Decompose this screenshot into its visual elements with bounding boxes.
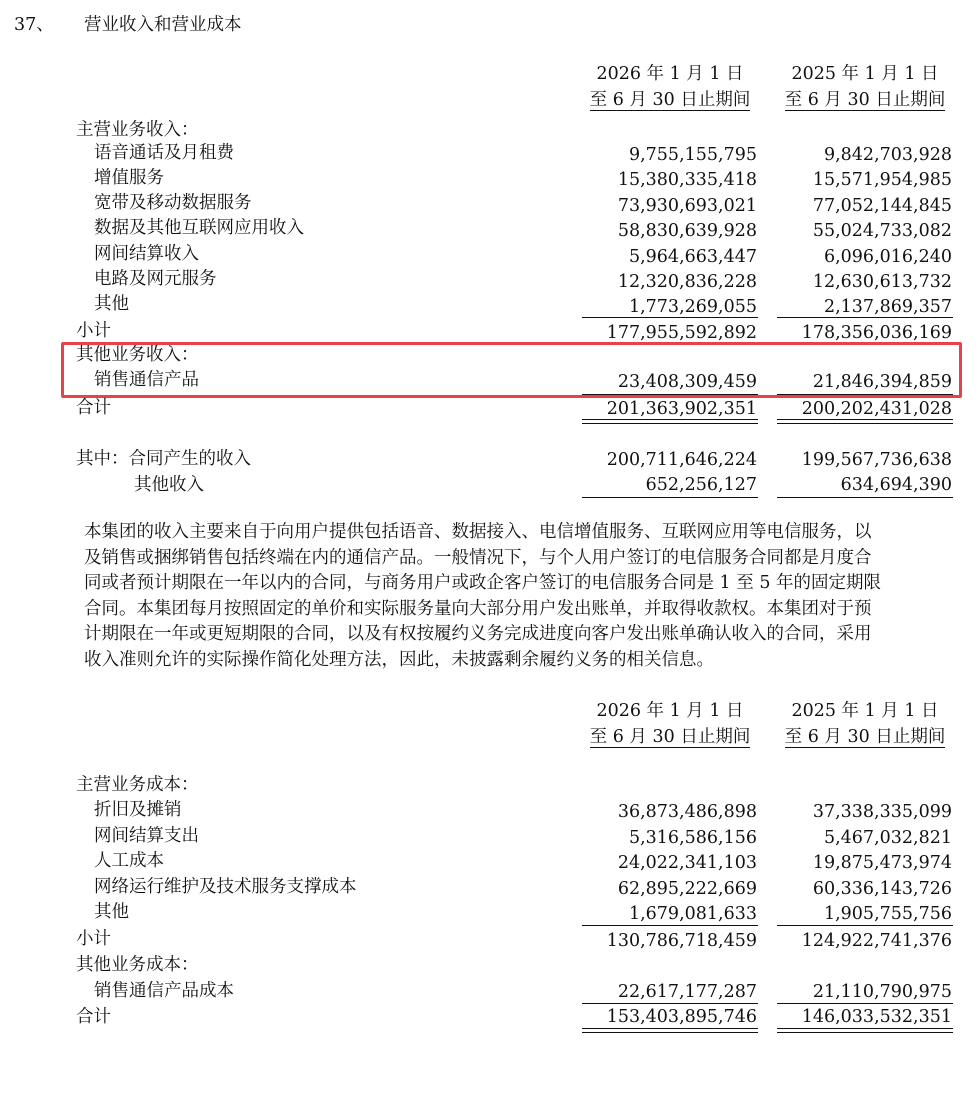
row-value-2025: 37,338,335,099 — [812, 802, 952, 822]
cost-col1-header-line1: 2026 年 1 月 1 日 — [596, 701, 744, 721]
paragraph-line: 及销售或捆绑销售包括终端在内的通信产品。一般情况下，与个人用户签订的电信服务合同都是月度合 — [84, 547, 872, 568]
rev-col2-header-line2: 至 6 月 30 日止期间 — [784, 90, 946, 110]
rev-col1-header-line2: 至 6 月 30 日止期间 — [589, 90, 751, 110]
cost-col2-header-line1: 2025 年 1 月 1 日 — [791, 701, 939, 721]
row-value-2026: 652,256,127 — [645, 475, 757, 495]
cost-col1-header-line2: 至 6 月 30 日止期间 — [589, 727, 751, 747]
row-value-2026: 58,830,639,928 — [617, 221, 757, 241]
revenue-policy-paragraph — [84, 520, 976, 674]
row-label: 网间结算收入 — [94, 244, 199, 264]
row-label: 其他 — [94, 902, 129, 922]
subtotal-label: 小计 — [76, 929, 111, 949]
total-label: 合计 — [76, 398, 111, 418]
revenue-other-heading: 其他业务收入： — [76, 345, 199, 365]
section-number: 37、 — [14, 15, 54, 35]
rev-col1-header-line1: 2026 年 1 月 1 日 — [596, 64, 744, 84]
rule — [582, 394, 758, 395]
row-value-2025: 60,336,143,726 — [812, 879, 952, 899]
cost-other-heading: 其他业务成本： — [76, 955, 199, 975]
row-value-2025: 5,467,032,821 — [823, 828, 952, 848]
total-value-2026: 153,403,895,746 — [606, 1007, 757, 1027]
revenue-main-heading: 主营业务收入： — [76, 120, 199, 140]
row-value-2025: 55,024,733,082 — [812, 221, 952, 241]
row-label: 其他收入 — [134, 475, 204, 495]
row-value-2025: 9,842,703,928 — [823, 145, 952, 165]
row-value-2026: 15,380,335,418 — [617, 170, 757, 190]
row-label: 其中：合同产生的收入 — [76, 449, 251, 469]
row-value-2026: 9,755,155,795 — [628, 145, 757, 165]
row-value-2025: 634,694,390 — [840, 475, 952, 495]
row-value-2025: 6,096,016,240 — [823, 247, 952, 267]
highlight-box — [61, 342, 962, 398]
rule — [582, 497, 758, 498]
row-value-2026: 62,895,222,669 — [617, 879, 757, 899]
row-value-2026: 73,930,693,021 — [617, 196, 757, 216]
row-value-2026: 200,711,646,224 — [606, 450, 757, 470]
paragraph-line: 计期限在一年或更短期限的合同，以及有权按履约义务完成进度向客户发出账单确认收入的合同，采用 — [84, 624, 872, 645]
row-value-2026: 24,022,341,103 — [617, 853, 757, 873]
row-value-2026: 23,408,309,459 — [617, 372, 757, 392]
rule — [582, 925, 758, 926]
double-rule — [582, 419, 758, 424]
row-label: 数据及其他互联网应用收入 — [94, 218, 304, 238]
row-value-2025: 19,875,473,974 — [812, 853, 952, 873]
row-value-2025: 199,567,736,638 — [801, 450, 952, 470]
row-label: 销售通信产品成本 — [94, 981, 234, 1001]
paragraph-line: 同或者预计期限在一年以内的合同，与商务用户或政企客户签订的电信服务合同是 1 至 5 年的固定期限 — [84, 573, 882, 594]
total-value-2025: 200,202,431,028 — [801, 399, 952, 419]
row-value-2026: 12,320,836,228 — [617, 272, 757, 292]
row-value-2025: 1,905,755,756 — [823, 904, 952, 924]
section-title: 营业收入和营业成本 — [84, 15, 242, 35]
row-value-2025: 21,110,790,975 — [812, 982, 952, 1002]
row-value-2026: 1,679,081,633 — [628, 904, 757, 924]
subtotal-value-2026: 177,955,592,892 — [606, 323, 757, 343]
total-value-2025: 146,033,532,351 — [801, 1007, 952, 1027]
row-value-2026: 5,964,663,447 — [628, 247, 757, 267]
total-value-2026: 201,363,902,351 — [606, 399, 757, 419]
row-label: 宽带及移动数据服务 — [94, 193, 252, 213]
row-value-2026: 5,316,586,156 — [628, 828, 757, 848]
row-value-2026: 36,873,486,898 — [617, 802, 757, 822]
row-value-2026: 22,617,177,287 — [617, 982, 757, 1002]
cost-col2-header-line2: 至 6 月 30 日止期间 — [784, 727, 946, 747]
row-value-2026: 1,773,269,055 — [628, 297, 757, 317]
double-rule — [582, 1028, 758, 1033]
row-value-2025: 15,571,954,985 — [812, 170, 952, 190]
double-rule — [777, 1028, 953, 1033]
row-value-2025: 77,052,144,845 — [812, 196, 952, 216]
row-label: 销售通信产品 — [94, 370, 199, 390]
row-label: 其他 — [94, 294, 129, 314]
row-label: 人工成本 — [94, 851, 164, 871]
subtotal-value-2026: 130,786,718,459 — [606, 931, 757, 951]
paragraph-line: 本集团的收入主要来自于向用户提供包括语音、数据接入、电信增值服务、互联网应用等电信服务，以 — [84, 522, 872, 542]
rule — [777, 394, 953, 395]
rule — [777, 925, 953, 926]
row-value-2025: 12,630,613,732 — [812, 272, 952, 292]
rule — [777, 497, 953, 498]
row-label: 折旧及摊销 — [94, 800, 182, 820]
subtotal-value-2025: 178,356,036,169 — [801, 323, 952, 343]
row-label: 网络运行维护及技术服务支撑成本 — [94, 877, 357, 897]
rule — [777, 317, 953, 318]
double-rule — [777, 419, 953, 424]
rule — [777, 1003, 953, 1004]
total-label: 合计 — [76, 1007, 111, 1027]
row-label: 电路及网元服务 — [94, 269, 217, 289]
row-label: 网间结算支出 — [94, 826, 199, 846]
subtotal-value-2025: 124,922,741,376 — [801, 931, 952, 951]
rule — [582, 317, 758, 318]
rule — [582, 1003, 758, 1004]
paragraph-line: 收入准则允许的实际操作简化处理方法，因此，未披露剩余履约义务的相关信息。 — [84, 649, 714, 670]
row-value-2025: 21,846,394,859 — [812, 372, 952, 392]
cost-main-heading: 主营业务成本： — [76, 775, 199, 795]
rev-col2-header-line1: 2025 年 1 月 1 日 — [791, 64, 939, 84]
paragraph-line: 合同。本集团每月按照固定的单价和实际服务量向大部分用户发出账单，并取得收款权。本集团对于预 — [84, 598, 872, 619]
row-label: 语音通话及月租费 — [94, 143, 234, 163]
row-value-2025: 2,137,869,357 — [823, 297, 952, 317]
row-label: 增值服务 — [94, 168, 164, 188]
subtotal-label: 小计 — [76, 321, 111, 341]
